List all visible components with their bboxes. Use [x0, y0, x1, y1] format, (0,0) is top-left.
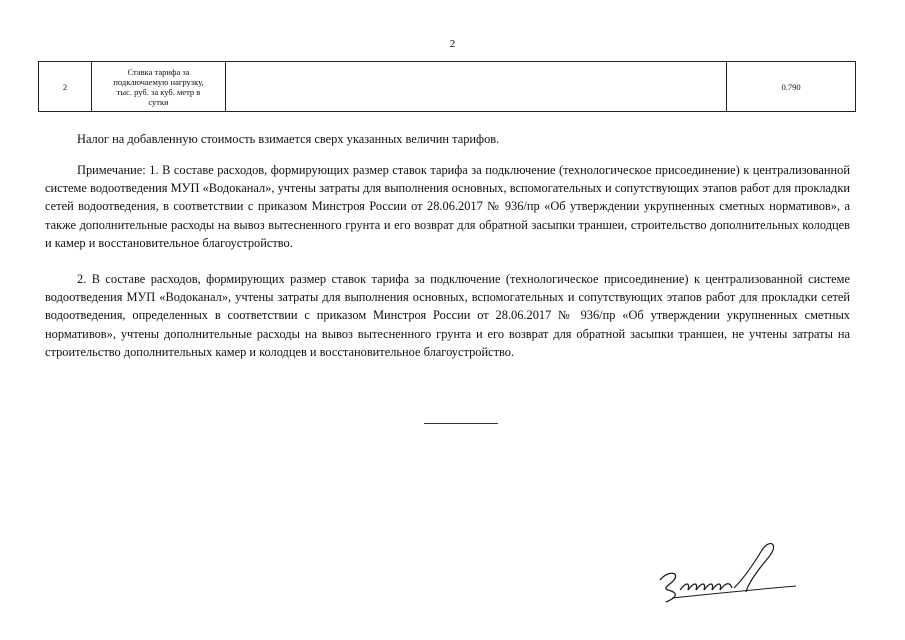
note-2-text: 2. В составе расходов, формирующих размер ставок тарифа за подключение (технологическое присоединение) к централизованной системе водоотведения МУП «Водоканал», учтены затраты для выполнения основных, вспомогательных и сопутствующих этапов работ для прокладки сетей водоотведения, определенных в соответствии с приказом Минстроя России от 28.06.2017 № 936/пр «Об утверждении укрупненных сметных нормативов», учтены дополнительные расходы на вывоз вытесненного грунта и его возврат для обратной засыпки траншеи, не учтены затраты на строительство дополнительных камер и колодцев и восстановительное благоустройство. [45, 272, 850, 359]
page-number: 2 [449, 38, 456, 50]
tariff-table [38, 61, 856, 112]
note-paragraph-1 [45, 161, 850, 252]
vat-note: Налог на добавленную стоимость взимается сверх указанных величин тарифов. [77, 132, 500, 146]
end-divider [424, 423, 498, 424]
row-name-line: тыс. руб. за куб. метр в [116, 86, 201, 97]
note-paragraph-2 [45, 270, 850, 361]
row-name-line: Ставка тарифа за [127, 66, 190, 77]
table-row [39, 62, 856, 112]
empty-cell [226, 62, 727, 112]
row-name [92, 62, 226, 112]
note-1-text: Примечание: 1. В составе расходов, формирующих размер ставок тарифа за подключение (технологическое присоединение) к централизованной системе водоотведения МУП «Водоканал», учтены затраты для выполнения основных, вспомогательных и сопутствующих этапов работ для прокладки сетей водоотведения, в соответствии с приказом Минстроя России от 28.06.2017 № 936/пр «Об утверждении укрупненных сметных нормативов», а также дополнительные расходы на вывоз вытесненного грунта и его возврат для обратной засыпки траншеи, строительство дополнительных колодцев и камер и восстановительное благоустройство. [45, 163, 850, 250]
row-value: 0.790 [727, 62, 856, 112]
row-name-line: подключаемую нагрузку, [113, 76, 204, 87]
row-number: 2 [39, 62, 92, 112]
signature-image [650, 540, 800, 608]
row-name-line: сутки [148, 96, 169, 107]
